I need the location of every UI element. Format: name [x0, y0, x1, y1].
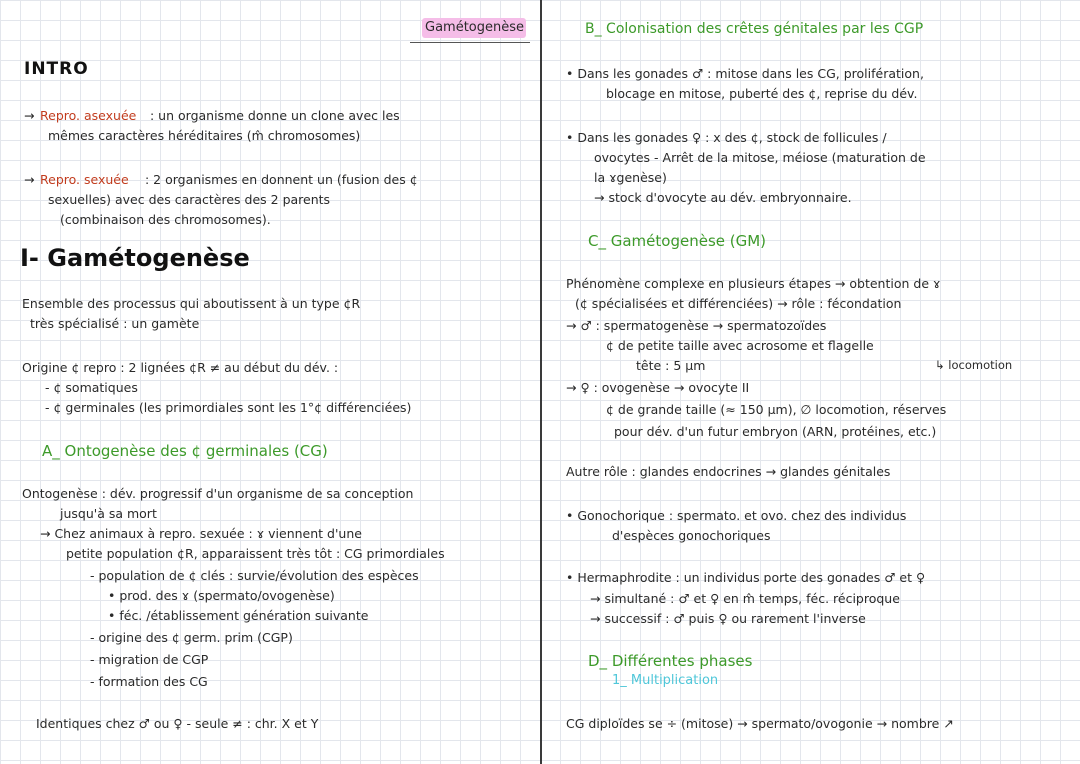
intro-heading: INTRO [24, 59, 89, 79]
b2-line2: ovocytes - Arrêt de la mitose, méiose (maturation de [594, 150, 926, 165]
asex-line1: : un organisme donne un clone avec les [150, 108, 400, 123]
herma-line1: • Hermaphrodite : un individus porte des gonades ♂ et ♀ [566, 570, 926, 585]
definition-line2: très spécialisé : un gamète [30, 316, 200, 331]
c-line5b: ↳ locomotion [935, 358, 1013, 372]
origin-bullet2: - ¢ germinales (les primordiales sont les 1°¢ différenciées) [45, 400, 412, 415]
asex-line2: mêmes caractères héréditaires (m̂ chromosomes) [48, 128, 361, 143]
title-underline [410, 42, 530, 43]
section-a-heading: A_ Ontogenèse des ¢ germinales (CG) [42, 442, 328, 460]
b2-line4: → stock d'ovocyte au dév. embryonnaire. [594, 190, 852, 205]
sex-line3: (combinaison des chromosomes). [60, 212, 271, 227]
sex-line2: sexuelles) avec des caractères des 2 parents [48, 192, 331, 207]
column-divider [540, 0, 542, 764]
section-d-heading: D_ Différentes phases [588, 652, 753, 670]
gono-line2: d'espèces gonochoriques [612, 528, 771, 543]
onto-line3: → Chez animaux à repro. sexuée : ɤ viennent d'une [40, 526, 362, 541]
c-line2: (¢ spécialisées et différenciées) → rôle : fécondation [575, 296, 902, 311]
c-line7: ¢ de grande taille (≈ 150 µm), ∅ locomotion, réserves [606, 402, 947, 417]
origin-line: Origine ¢ repro : 2 lignées ¢R ≠ au début du dév. : [22, 360, 339, 375]
c-line6: → ♀ : ovogenèse → ovocyte II [566, 380, 750, 395]
c-line5: tête : 5 µm [636, 358, 706, 373]
section-d-subheading: 1_ Multiplication [612, 673, 719, 688]
sex-arrow: → [24, 172, 35, 187]
definition-line1: Ensemble des processus qui aboutissent à un type ¢R [22, 296, 361, 311]
onto-line8: - origine des ¢ germ. prim (CGP) [90, 630, 293, 645]
herma-line2: → simultané : ♂ et ♀ en m̂ temps, féc. réciproque [590, 591, 900, 606]
section-b-heading: B_ Colonisation des crêtes génitales par les CGP [585, 21, 924, 37]
herma-line3: → successif : ♂ puis ♀ ou rarement l'inverse [590, 611, 866, 626]
c-line9: Autre rôle : glandes endocrines → glandes génitales [566, 464, 891, 479]
onto-line5: - population de ¢ clés : survie/évolution des espèces [90, 568, 419, 583]
gono-line1: • Gonochorique : spermato. et ovo. chez des individus [566, 508, 907, 523]
sex-label: Repro. sexuée [40, 172, 129, 187]
onto-line6: • prod. des ɤ (spermato/ovogenèse) [108, 588, 335, 603]
onto-line1: Ontogenèse : dév. progressif d'un organisme de sa conception [22, 486, 414, 501]
c-line4: ¢ de petite taille avec acrosome et flagelle [606, 338, 874, 353]
onto-line10: - formation des CG [90, 674, 208, 689]
page-title: Gamétogenèse [425, 20, 525, 35]
sex-line1: : 2 organismes en donnent un (fusion des ¢ [145, 172, 418, 187]
origin-bullet1: - ¢ somatiques [45, 380, 138, 395]
c-line1: Phénomène complexe en plusieurs étapes → obtention de ɤ [566, 276, 941, 291]
asex-label: Repro. asexuée [40, 108, 137, 123]
b2-line3: la ɤgenèse) [594, 170, 667, 185]
c-line3: → ♂ : spermatogenèse → spermatozoïdes [566, 318, 827, 333]
section-c-heading: C_ Gamétogenèse (GM) [588, 232, 767, 250]
section-heading-1: I- Gamétogenèse [20, 244, 250, 272]
onto-line9: - migration de CGP [90, 652, 209, 667]
b1-line2: blocage en mitose, puberté des ¢, reprise du dév. [606, 86, 918, 101]
b1-line1: • Dans les gonades ♂ : mitose dans les CG, prolifération, [566, 66, 924, 81]
onto-line4: petite population ¢R, apparaissent très tôt : CG primordiales [66, 546, 445, 561]
onto-line7: • féc. /établissement génération suivante [108, 608, 369, 623]
asex-arrow: → [24, 108, 35, 123]
last-line: CG diploïdes se ÷ (mitose) → spermato/ovogonie → nombre ↗ [566, 716, 954, 731]
c-line8: pour dév. d'un futur embryon (ARN, protéines, etc.) [614, 424, 937, 439]
bottom-note: Identiques chez ♂ ou ♀ - seule ≠ : chr. X et Y [36, 716, 319, 731]
b2-line1: • Dans les gonades ♀ : x des ¢, stock de follicules / [566, 130, 887, 145]
onto-line2: jusqu'à sa mort [60, 506, 157, 521]
